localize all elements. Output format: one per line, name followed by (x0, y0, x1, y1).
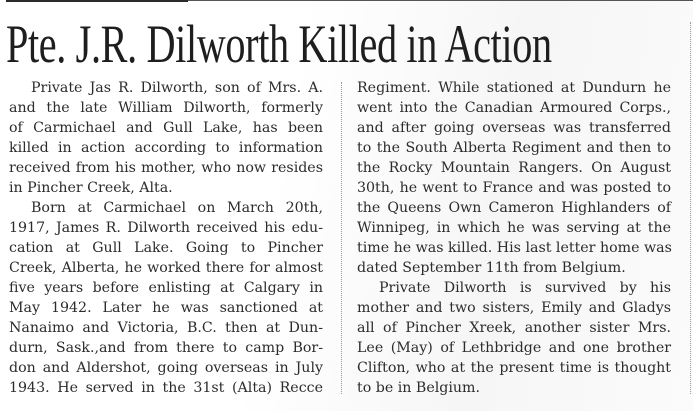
text-line: five years before enlisting at Calgary in (9, 280, 323, 296)
text-line: in Pincher Creek, Alta. (9, 180, 173, 196)
text-line: of Carmichael and Gull Lake, has been (9, 120, 323, 136)
text-line: Born at Carmichael on March 20th, (31, 200, 323, 216)
text-line: the Queens Own Cameron Highlanders of (357, 200, 671, 216)
text-line: cation at Gull Lake. Going to Pincher (9, 240, 323, 256)
text-line: the Rocky Mountain Rangers. On August (357, 160, 671, 176)
text-line: durn, Sask.,and from there to camp Bor- (9, 340, 323, 356)
text-line: Nanaimo and Victoria, B.C. then at Dun- (9, 320, 323, 336)
text-line: all of Pincher Xreek, another sister Mrs. (357, 320, 671, 336)
text-line: 30th, he went to France and was posted to (357, 180, 671, 196)
right-edge-divider (690, 22, 691, 394)
text-line: time he was killed. His last letter home was (357, 240, 672, 256)
text-line: and the late William Dilworth, formerly (9, 100, 323, 116)
text-line: killed in action according to information (9, 140, 323, 156)
top-rule-thin (188, 0, 693, 1)
text-line: 1917, James R. Dilworth received his edu- (9, 220, 323, 236)
text-line: Winnipeg, in which he was serving at the (357, 220, 671, 236)
article-headline: Pte. J.R. Dilworth Killed in Action (6, 14, 552, 74)
text-line: Creek, Alberta, he worked there for almost (9, 260, 323, 276)
text-line: don and Aldershot, going overseas in July (9, 360, 323, 376)
text-line: 1943. He served in the 31st (Alta) Recce (9, 380, 323, 396)
top-rule-thick (6, 0, 188, 2)
text-line: Lee (May) of Lethbridge and one brother (357, 340, 671, 356)
text-line: May 1942. Later he was sanctioned at (9, 300, 323, 316)
text-line: to the South Alberta Regiment and then to (357, 140, 671, 156)
text-line: went into the Canadian Armoured Corps., (357, 100, 671, 116)
text-line: mother and two sisters, Emily and Gladys (357, 300, 671, 316)
text-line: to be in Belgium. (357, 380, 481, 396)
article-column-left (9, 78, 323, 398)
text-line: Clifton, who at the present time is thought (357, 360, 671, 376)
text-line: Private Jas R. Dilworth, son of Mrs. A. (31, 80, 323, 96)
article-column-right (357, 78, 671, 398)
text-line: Private Dilworth is survived by his (379, 280, 671, 296)
column-divider (341, 82, 342, 394)
text-line: received from his mother, who now resides (9, 160, 323, 176)
text-line: Regiment. While stationed at Dundurn he (357, 80, 671, 96)
text-line: dated September 11th from Belgium. (357, 260, 626, 276)
text-line: and after going overseas was transferred (357, 120, 671, 136)
